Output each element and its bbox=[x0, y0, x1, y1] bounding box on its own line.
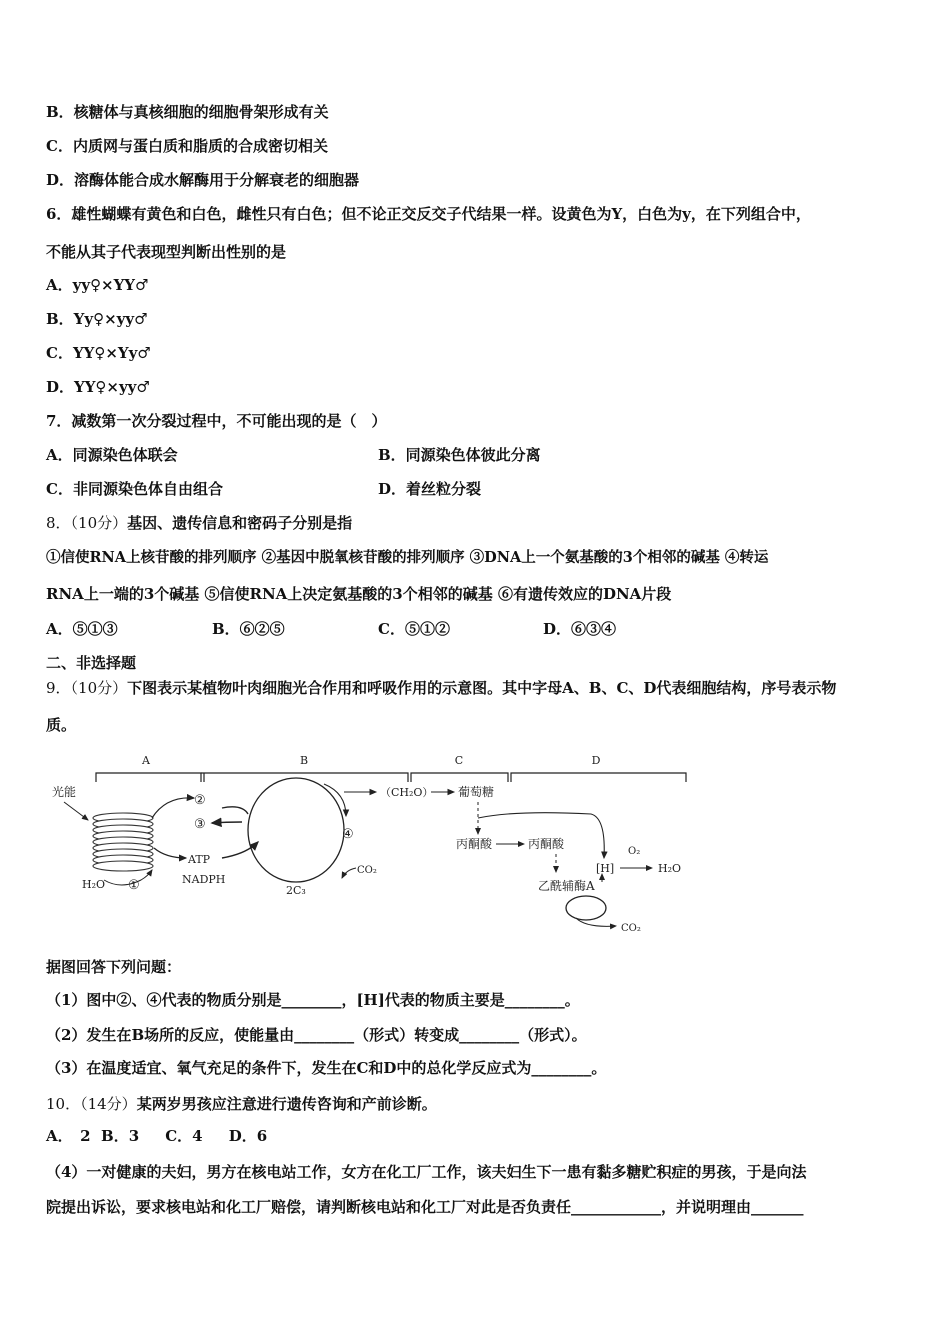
q9-sub2: （2）发生在B场所的反应，使能量由________（形式）转变成________（形式）。 bbox=[46, 1026, 587, 1044]
q9-stem-text: 下图表示某植物叶肉细胞光合作用和呼吸作用的示意图。其中字母A、B、C、D代表细胞结构，序号表示物 bbox=[127, 679, 837, 697]
q10-options: A． 2 B．3 C．4 D．6 bbox=[46, 1127, 268, 1145]
co2-arrow-b bbox=[342, 868, 356, 878]
arrow-atp-into-cycle bbox=[222, 842, 258, 858]
q10-stem-text: 某两岁男孩应注意进行遗传咨询和产前诊断。 bbox=[136, 1095, 437, 1113]
arrow-to-3 bbox=[212, 822, 242, 823]
q7-option-b: B．同源染色体彼此分离 bbox=[378, 446, 541, 464]
bracket-b bbox=[201, 773, 408, 782]
q8-option-c: C．⑤①② bbox=[378, 620, 450, 638]
o2-label: O₂ bbox=[628, 846, 641, 857]
light-arrow bbox=[64, 802, 88, 820]
light-energy-label: 光能 bbox=[52, 785, 77, 799]
water-out-label: H₂O bbox=[658, 862, 682, 875]
bracket-a bbox=[96, 773, 201, 782]
photosynthesis-respiration-diagram bbox=[46, 748, 696, 948]
q8-items-line1: ①信使RNA上核苷酸的排列顺序 ②基因中脱氧核苷酸的排列顺序 ③DNA上一个氨基酸的3个相邻的碱基 ④转运 bbox=[46, 549, 769, 566]
q9-sub3: （3）在温度适宜、氧气充足的条件下，发生在C和D中的总化学反应式为________。 bbox=[46, 1059, 607, 1077]
glucose-to-h-arrow bbox=[478, 813, 604, 858]
arrow-cycle-to-2 bbox=[222, 807, 248, 814]
q8-items-line2: RNA上一端的3个碱基 ⑤信使RNA上决定氨基酸的3个相邻的碱基 ⑥有遗传效应的DNA片段 bbox=[46, 585, 672, 603]
q6-option-d: D．YY♀×yy♂ bbox=[46, 378, 150, 396]
q10-stem bbox=[46, 1094, 437, 1114]
q8-option-a: A．⑤①③ bbox=[46, 620, 118, 638]
ch2o-label: （CH₂O） bbox=[380, 786, 434, 799]
q6-stem-line2: 不能从其子代表现型判断出性别的是 bbox=[46, 243, 287, 261]
q9-sub1: （1）图中②、④代表的物质分别是________，[H]代表的物质主要是________。 bbox=[46, 991, 580, 1009]
marker-3: ③ bbox=[194, 817, 206, 832]
q6-option-b: B．Yy♀×yy♂ bbox=[46, 310, 148, 328]
q9-score: 9．（10分） bbox=[46, 679, 128, 697]
q9-stem-line1 bbox=[46, 678, 836, 698]
glucose-label: 葡萄糖 bbox=[458, 785, 495, 799]
q7-option-a: A．同源染色体联会 bbox=[46, 446, 178, 464]
q8-stem-text: 基因、遗传信息和密码子分别是指 bbox=[127, 514, 353, 532]
q10-sub4-line1: （4）一对健康的夫妇，男方在核电站工作，女方在化工厂工作，该夫妇生下一患有黏多糖贮积症的男孩，于是向法 bbox=[46, 1163, 807, 1181]
label-c: C bbox=[454, 754, 464, 767]
co2-label-b: CO₂ bbox=[357, 865, 377, 876]
q6-option-a: A．yy♀×YY♂ bbox=[46, 276, 149, 294]
marker-4: ④ bbox=[342, 827, 354, 842]
label-a: A bbox=[142, 754, 150, 767]
atp-label: ATP bbox=[188, 853, 211, 866]
bracket-c bbox=[411, 773, 508, 782]
co2-label-d: CO₂ bbox=[621, 923, 641, 934]
q8-option-d: D．⑥③④ bbox=[543, 620, 617, 638]
q10-score: 10．（14分） bbox=[46, 1095, 137, 1113]
water-label: H₂O bbox=[82, 878, 106, 891]
calvin-cycle bbox=[248, 778, 344, 882]
nadph-label: NADPH bbox=[182, 873, 226, 886]
q8-score: 8．（10分） bbox=[46, 514, 128, 532]
brackets bbox=[96, 773, 686, 782]
q7-option-d: D．着丝粒分裂 bbox=[378, 480, 482, 498]
q5-option-c: C．内质网与蛋白质和脂质的合成密切相关 bbox=[46, 137, 328, 155]
q5-option-b: B．核糖体与真核细胞的细胞骨架形成有关 bbox=[46, 103, 329, 121]
q6-stem-line1: 6．雄性蝴蝶有黄色和白色，雌性只有白色；但不论正交反交子代结果一样。设黄色为Y，白色为y，在下列组合中， bbox=[46, 205, 811, 223]
q8-stem bbox=[46, 513, 352, 533]
acetyl-coa-label: 乙酰辅酶A bbox=[538, 879, 595, 893]
label-b: B bbox=[299, 754, 309, 767]
q7-option-c: C．非同源染色体自由组合 bbox=[46, 480, 223, 498]
q9-intro: 据图回答下列问题： bbox=[46, 958, 182, 976]
pyruvate-label-1: 丙酮酸 bbox=[456, 837, 493, 851]
c3-label: 2C₃ bbox=[286, 884, 306, 897]
q10-sub4-line2: 院提出诉讼，要求核电站和化工厂赔偿，请判断核电站和化工厂对此是否负责任____________，并说明理由_______ bbox=[46, 1198, 804, 1216]
q8-option-b: B．⑥②⑤ bbox=[212, 620, 285, 638]
marker-2: ② bbox=[194, 793, 206, 808]
q7-stem: 7．减数第一次分裂过程中，不可能出现的是（ ） bbox=[46, 412, 387, 430]
thylakoid-stack bbox=[93, 813, 153, 871]
label-d: D bbox=[591, 754, 601, 767]
q9-stem-line2: 质。 bbox=[46, 716, 77, 734]
section-heading: 二、非选择题 bbox=[46, 654, 137, 672]
krebs-cycle bbox=[566, 896, 606, 920]
arrow-to-atp bbox=[154, 848, 186, 858]
bracket-d bbox=[511, 773, 686, 782]
marker-1: ① bbox=[128, 878, 140, 893]
pyruvate-label-2: 丙酮酸 bbox=[528, 837, 565, 851]
arrow-to-2 bbox=[152, 798, 194, 818]
q5-option-d: D．溶酶体能合成水解酶用于分解衰老的细胞器 bbox=[46, 171, 360, 189]
q6-option-c: C．YY♀×Yy♂ bbox=[46, 344, 151, 362]
h-label: [H] bbox=[596, 862, 615, 875]
